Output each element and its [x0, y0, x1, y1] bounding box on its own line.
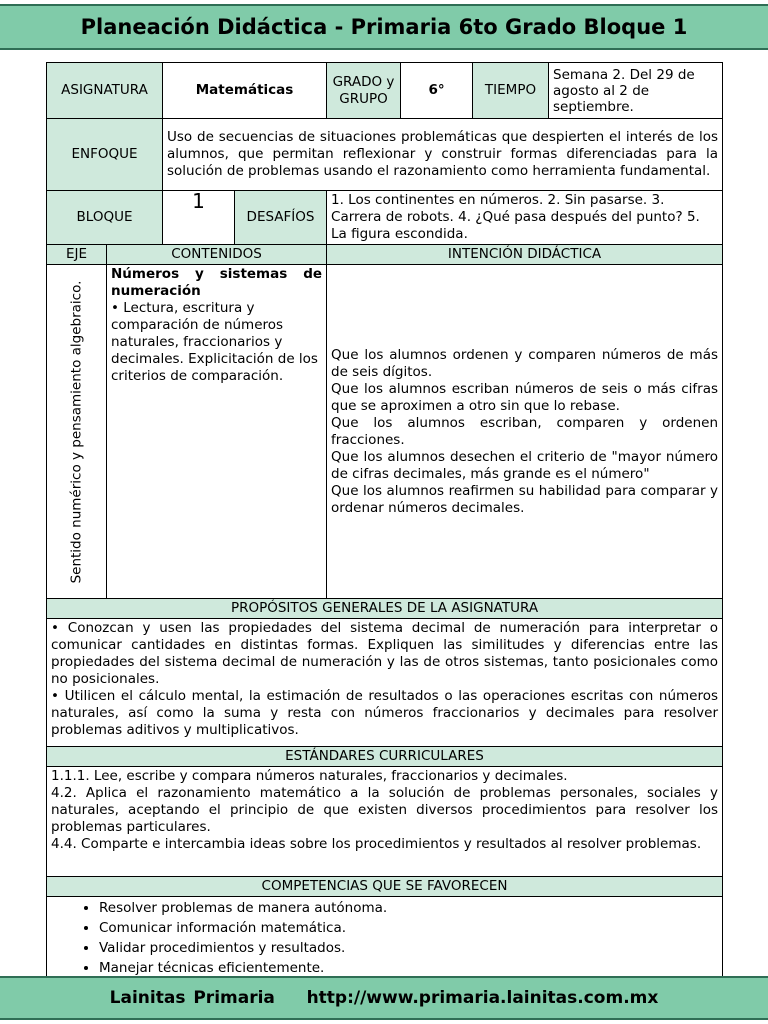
desafios-text: 1. Los continentes en números. 2. Sin pasarse. 3. Carrera de robots. 4. ¿Qué pasa después del punto? 5. La figura escondida.	[327, 191, 723, 245]
grado-value: 6°	[401, 63, 473, 119]
tiempo-label: TIEMPO	[473, 63, 549, 119]
row-contenidos	[47, 265, 723, 599]
row-asignatura	[47, 63, 723, 119]
desafios-label: DESAFÍOS	[235, 191, 327, 245]
tiempo-value: Semana 2. Del 29 de agosto al 2 de septiembre.	[549, 63, 723, 119]
proposito-item: • Utilicen el cálculo mental, la estimación de resultados o las operaciones escritas con números naturales, así como la suma y resta con números fraccionarios y decimales para resolver problemas aditivos y multiplicativos.	[51, 688, 719, 738]
intencion-header: INTENCIÓN DIDÁCTICA	[327, 245, 723, 265]
row-competencias	[47, 897, 723, 980]
row-estandares	[47, 767, 723, 877]
asignatura-value: Matemáticas	[163, 63, 327, 119]
eje-cell	[47, 265, 107, 599]
intencion-item: Que los alumnos ordenen y comparen números de más de seis dígitos.	[331, 346, 719, 380]
row-propositos-header	[47, 599, 723, 619]
estandares-cell	[47, 767, 723, 877]
asignatura-label: ASIGNATURA	[47, 63, 163, 119]
proposito-item: • Conozcan y usen las propiedades del sistema decimal de numeración para interpretar o comunicar cantidades en distintas formas. Expliquen las similitudes y diferencias entre las propiedades del sistema decimal de numeración y las de otros sistemas, tanto posicionales como no posicionales.	[51, 620, 719, 687]
bloque-label: BLOQUE	[47, 191, 163, 245]
intencion-item: Que los alumnos escriban, comparen y ordenen fracciones.	[331, 414, 719, 448]
contenidos-cell	[107, 265, 327, 599]
contenidos-header: CONTENIDOS	[107, 245, 327, 265]
grado-label: GRADO y GRUPO	[327, 63, 401, 119]
row-estandares-header	[47, 747, 723, 767]
intencion-item: Que los alumnos escriban números de seis o más cifras que se aproximen a otro sin que lo rebase.	[331, 380, 719, 414]
estandar-item: 4.2. Aplica el razonamiento matemático a la solución de problemas personales, sociales y naturales, aceptando el principio de que existen diversos procedimientos para resolver los problemas particulares.	[51, 785, 719, 835]
enfoque-label: ENFOQUE	[47, 119, 163, 191]
intencion-cell	[327, 265, 723, 599]
row-column-headers	[47, 245, 723, 265]
list-item: • Manejar técnicas eficientemente.	[99, 958, 718, 978]
footer-text: Lainitas Primaria http://www.primaria.lainitas.com.mx	[109, 988, 659, 1008]
estandar-item: 1.1.1. Lee, escribe y compara números naturales, fraccionarios y decimales.	[51, 768, 568, 784]
lesson-plan-table	[46, 62, 723, 980]
contenidos-text: • Lectura, escritura y comparación de números naturales, fraccionarios y decimales. Explicitación de los criterios de comparación.	[111, 300, 318, 384]
row-propositos	[47, 619, 723, 747]
list-item: • Comunicar información matemática.	[99, 918, 718, 938]
propositos-cell	[47, 619, 723, 747]
competencias-list	[51, 898, 718, 978]
contenidos-title: Números y sistemas de numeración	[111, 266, 323, 299]
page-title: Planeación Didáctica - Primaria 6to Grado Bloque 1	[80, 15, 688, 39]
footer-banner	[0, 976, 768, 1020]
list-item: • Resolver problemas de manera autónoma.	[99, 898, 718, 918]
list-item: • Validar procedimientos y resultados.	[99, 938, 718, 958]
competencias-header: COMPETENCIAS QUE SE FAVORECEN	[47, 877, 723, 897]
competencias-cell	[47, 897, 723, 980]
enfoque-text: Uso de secuencias de situaciones problemáticas que despierten el interés de los alumnos, que permitan reflexionar y construir formas diferenciadas para la solución de problemas usando el razonamiento como herramienta fundamental.	[163, 119, 723, 191]
row-enfoque	[47, 119, 723, 191]
page-title-banner	[0, 4, 768, 50]
estandar-item: 4.4. Comparte e intercambia ideas sobre los procedimientos y resultados al resolver problemas.	[51, 836, 702, 852]
intencion-item: Que los alumnos reafirmen su habilidad para comparar y ordenar números decimales.	[331, 482, 719, 516]
intencion-item: Que los alumnos desechen el criterio de "mayor número de cifras decimales, más grande es el número"	[331, 448, 719, 482]
estandares-header: ESTÁNDARES CURRICULARES	[47, 747, 723, 767]
row-competencias-header	[47, 877, 723, 897]
propositos-header: PROPÓSITOS GENERALES DE LA ASIGNATURA	[47, 599, 723, 619]
bloque-value: 1	[163, 191, 235, 245]
eje-text: Sentido numérico y pensamiento algebraico.	[68, 280, 84, 583]
eje-header: EJE	[47, 245, 107, 265]
row-bloque	[47, 191, 723, 245]
